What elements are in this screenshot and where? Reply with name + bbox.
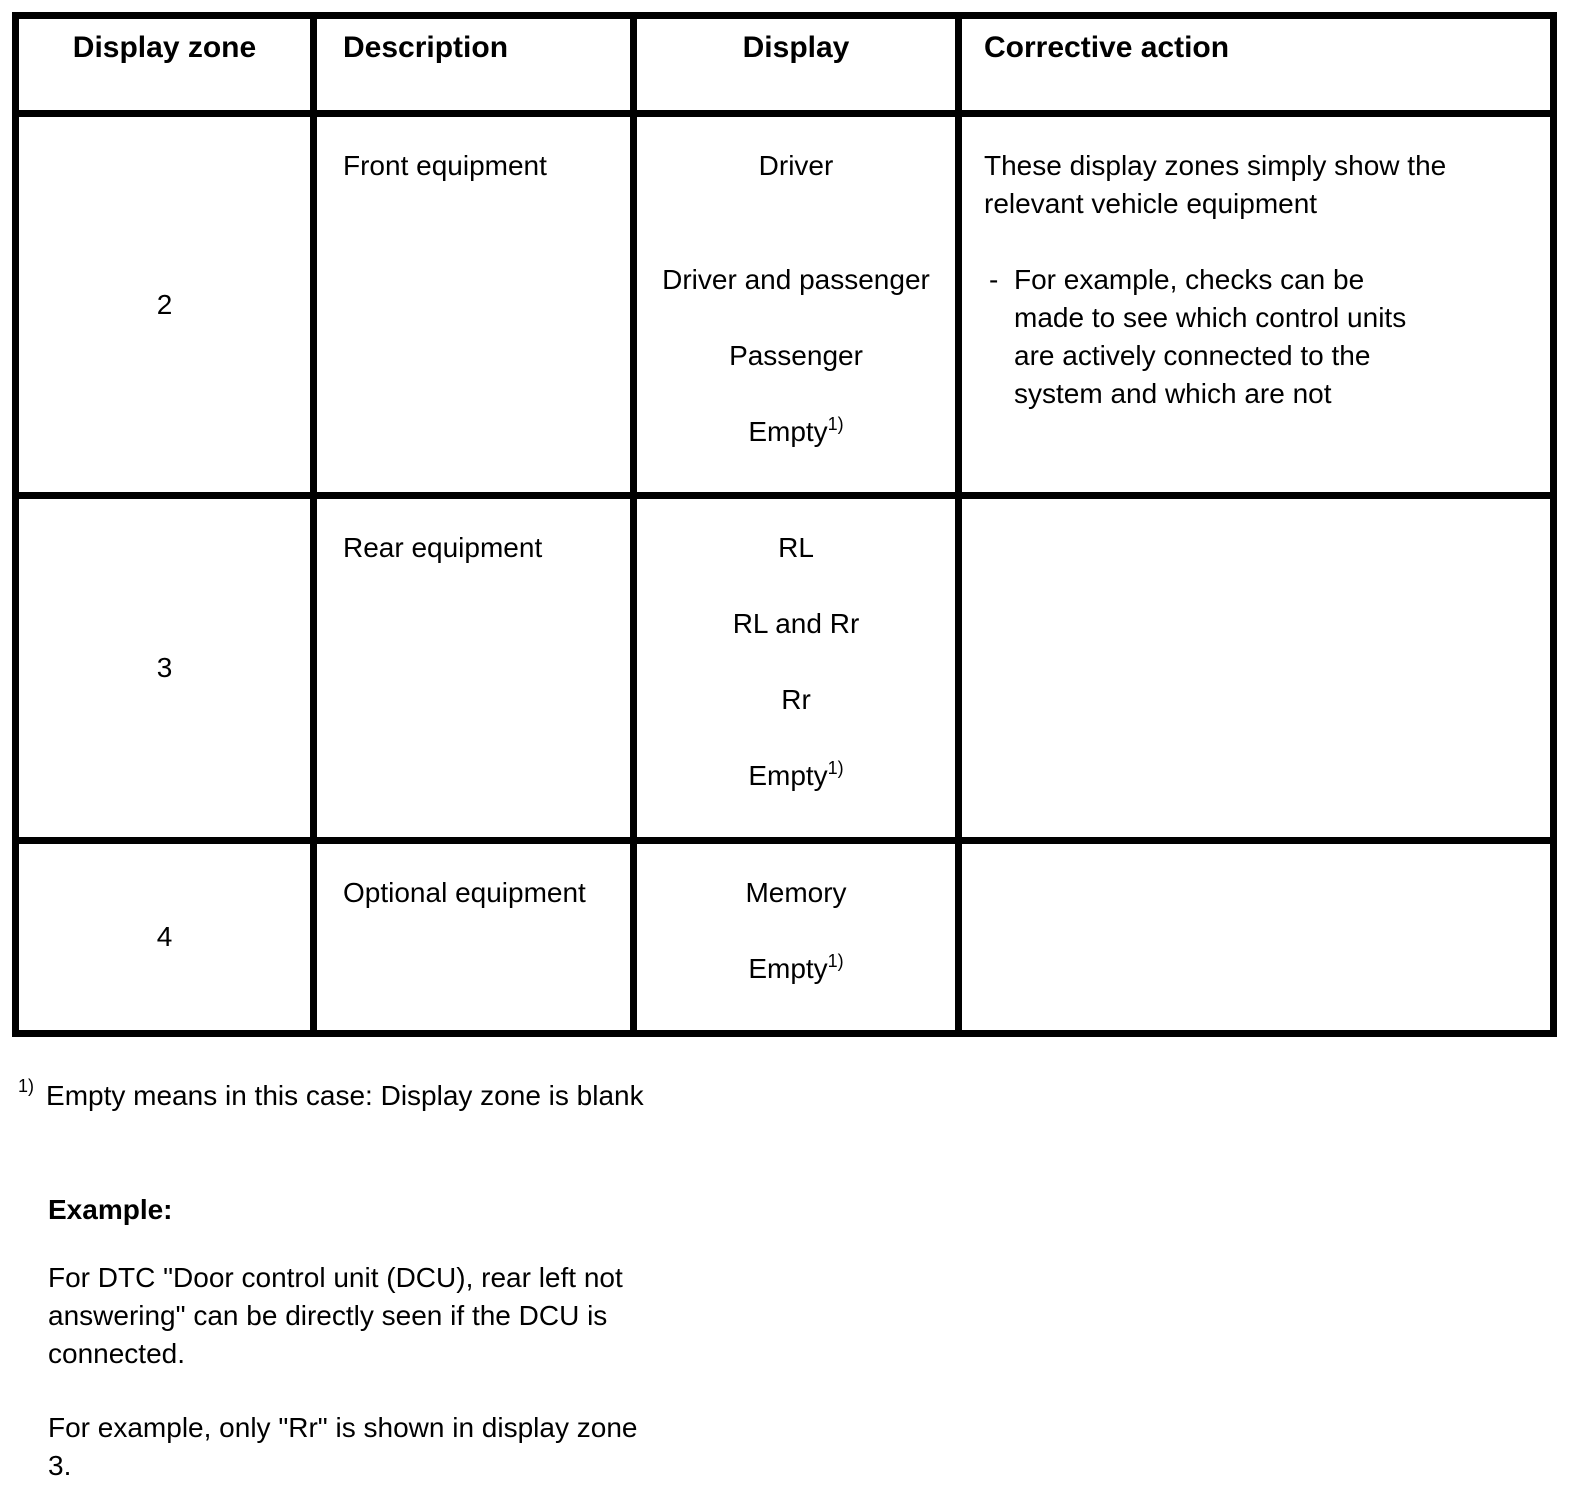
footnote-text: Empty means in this case: Display zone is blank	[46, 1080, 644, 1111]
footnote	[18, 1067, 644, 1115]
zone-number-cell: 3	[16, 496, 314, 841]
display-cell	[634, 841, 959, 1034]
display-value-text: Rr	[781, 684, 811, 715]
description-cell: Rear equipment	[314, 496, 634, 841]
table-row-zone-4	[16, 841, 1554, 1034]
footnote-ref: 1)	[827, 758, 844, 778]
bullet-text-line: system and which are not	[1014, 378, 1332, 409]
display-value-text: Memory	[745, 877, 847, 908]
footnote-marker: 1)	[18, 1076, 35, 1096]
display-value	[637, 529, 955, 567]
display-value-text: Empty	[748, 760, 828, 791]
example-paragraph-1	[48, 1259, 623, 1373]
display-value	[637, 413, 955, 451]
display-value-text: RL and Rr	[732, 608, 860, 639]
example-paragraph-line: For example, only "Rr" is shown in display zone	[48, 1412, 638, 1443]
header-display: Display	[634, 16, 959, 114]
bullet-text-line: made to see which control units	[1014, 302, 1407, 333]
header-description: Description	[314, 16, 634, 114]
table-row-zone-2	[16, 114, 1554, 496]
display-value	[637, 261, 955, 299]
display-value	[637, 874, 955, 912]
header-corrective-action: Corrective action	[959, 16, 1554, 114]
bullet-text-line: are actively connected to the	[1014, 340, 1371, 371]
corrective-paragraph-line: relevant vehicle equipment	[984, 188, 1318, 219]
display-value	[637, 605, 955, 643]
bullet-text-line: For example, checks can be	[1014, 264, 1365, 295]
description-cell: Optional equipment	[314, 841, 634, 1034]
header-display-zone: Display zone	[16, 16, 314, 114]
display-value	[637, 950, 955, 988]
corrective-action-cell	[959, 496, 1554, 841]
bullet-text	[1014, 261, 1532, 413]
display-value	[637, 337, 955, 375]
example-heading: Example:	[48, 1194, 173, 1225]
example-paragraph-line: 3.	[48, 1450, 72, 1481]
footnote-ref: 1)	[827, 951, 844, 971]
corrective-action-cell	[959, 114, 1554, 496]
corrective-paragraph-line: These display zones simply show the	[984, 150, 1447, 181]
table-header-row	[16, 16, 1554, 114]
description-cell: Front equipment	[314, 114, 634, 496]
display-value	[637, 147, 955, 185]
zone-number-cell: 4	[16, 841, 314, 1034]
display-cell	[634, 496, 959, 841]
display-value	[637, 757, 955, 795]
bullet-dash: -	[989, 264, 999, 295]
display-value-text: Empty	[748, 416, 828, 447]
display-value-text: Driver	[758, 150, 834, 181]
zone-number-cell: 2	[16, 114, 314, 496]
example-paragraph-line: For DTC "Door control unit (DCU), rear left not	[48, 1262, 623, 1293]
example-paragraph-line: answering" can be directly seen if the DCU is	[48, 1300, 608, 1331]
display-value-text: RL	[778, 532, 814, 563]
corrective-bullet	[984, 261, 1532, 413]
display-cell	[634, 114, 959, 496]
display-value-text: Passenger	[729, 340, 863, 371]
display-value	[637, 681, 955, 719]
display-value-text: Empty	[748, 953, 828, 984]
corrective-paragraph	[984, 147, 1532, 223]
example-paragraph-2	[48, 1409, 637, 1485]
display-zone-table	[12, 12, 1557, 1037]
footnote-ref: 1)	[827, 414, 844, 434]
example-paragraph-line: connected.	[48, 1338, 185, 1369]
display-value-text: Driver and passenger	[662, 264, 930, 295]
corrective-action-cell	[959, 841, 1554, 1034]
table-row-zone-3	[16, 496, 1554, 841]
